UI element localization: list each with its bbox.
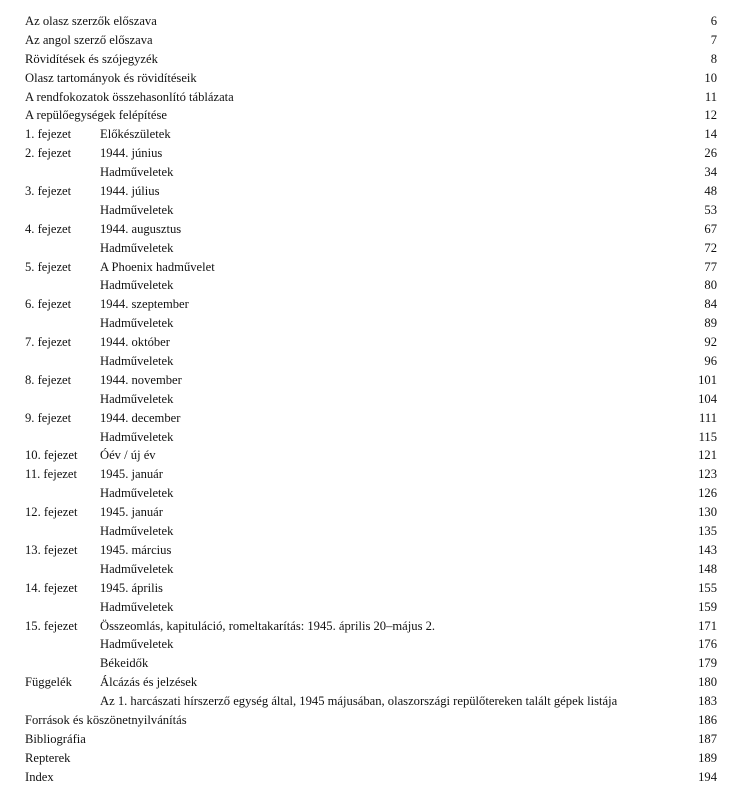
toc-page-number: 126 bbox=[698, 486, 717, 501]
toc-page-number: 171 bbox=[698, 618, 717, 633]
toc-chapter-label: 2. fejezet bbox=[25, 146, 72, 161]
toc-page-number: 180 bbox=[698, 675, 717, 690]
toc-entry bbox=[25, 522, 717, 541]
toc-page-number: 186 bbox=[698, 712, 717, 727]
toc-entry bbox=[25, 182, 717, 201]
toc-page-number: 84 bbox=[704, 297, 717, 312]
toc-entry bbox=[25, 541, 717, 560]
toc-page-number: 34 bbox=[704, 165, 717, 180]
toc-chapter-label: 6. fejezet bbox=[25, 297, 72, 312]
toc-chapter-label: 10. fejezet bbox=[25, 448, 78, 463]
toc-entry bbox=[25, 598, 717, 617]
toc-entry-title: Békeidők bbox=[100, 656, 149, 671]
toc-entry-title: Index bbox=[25, 769, 54, 784]
toc-entry bbox=[25, 390, 717, 409]
toc-page-number: 10 bbox=[704, 70, 717, 85]
toc-entry-title: 1945. március bbox=[100, 542, 172, 557]
toc-chapter-label: Függelék bbox=[25, 675, 72, 690]
toc-entry bbox=[25, 201, 717, 220]
toc-page-number: 148 bbox=[698, 561, 717, 576]
toc-entry bbox=[25, 69, 717, 88]
toc-entry-title: A repülőegységek felépítése bbox=[25, 108, 167, 123]
toc-entry-title: Olasz tartományok és rövidítéseik bbox=[25, 70, 197, 85]
toc-page-number: 6 bbox=[710, 14, 717, 28]
toc-entry-title: Hadműveletek bbox=[100, 524, 174, 539]
toc-page-number: 77 bbox=[704, 259, 717, 274]
toc-entry-title: Hadműveletek bbox=[100, 429, 174, 444]
toc-page-number: 189 bbox=[698, 750, 717, 765]
toc-page-number: 72 bbox=[704, 240, 717, 255]
toc-entry bbox=[25, 768, 717, 787]
toc-page-number: 176 bbox=[698, 637, 717, 652]
toc-entry bbox=[25, 465, 717, 484]
toc-chapter-label: 13. fejezet bbox=[25, 542, 78, 557]
toc-entry-title: Hadműveletek bbox=[100, 278, 174, 293]
toc-entry bbox=[25, 88, 717, 107]
toc-entry-title: Hadműveletek bbox=[100, 240, 174, 255]
toc-page-number: 14 bbox=[704, 127, 717, 142]
toc-entry bbox=[25, 446, 717, 465]
toc-page-number: 183 bbox=[698, 694, 717, 709]
toc-entry-title: 1944. augusztus bbox=[100, 221, 182, 236]
toc-page-number: 96 bbox=[704, 354, 717, 369]
toc-entry bbox=[25, 106, 717, 125]
toc-entry bbox=[25, 617, 717, 636]
toc-page-number: 48 bbox=[704, 184, 717, 199]
toc-page-number: 135 bbox=[698, 524, 717, 539]
toc-entry bbox=[25, 333, 717, 352]
toc-page-number: 11 bbox=[704, 89, 717, 104]
toc-page-number: 92 bbox=[704, 335, 717, 350]
toc-chapter-label: 14. fejezet bbox=[25, 580, 78, 595]
toc-entry-title: Összeomlás, kapituláció, romeltakarítás: 1945. április 20–május 2. bbox=[100, 618, 436, 633]
toc-page-number: 89 bbox=[704, 316, 717, 331]
toc-page-number: 121 bbox=[698, 448, 717, 463]
toc-entry-title: Hadműveletek bbox=[100, 354, 174, 369]
toc-chapter-label: 3. fejezet bbox=[25, 184, 72, 199]
toc-chapter-label: 1. fejezet bbox=[25, 127, 72, 142]
toc-page-number: 7 bbox=[710, 32, 717, 47]
toc-page-number: 104 bbox=[698, 391, 717, 406]
toc-entry bbox=[25, 711, 717, 730]
toc-entry-title: Az 1. harcászati hírszerző egység által, 1945 májusában, olaszországi repülőtereken talált gépek listája bbox=[100, 694, 618, 709]
toc-entry-title: Hadműveletek bbox=[100, 202, 174, 217]
toc-chapter-label: 9. fejezet bbox=[25, 410, 72, 425]
toc-page-number: 115 bbox=[698, 429, 717, 444]
toc-page-number: 53 bbox=[704, 202, 717, 217]
toc-entry bbox=[25, 749, 717, 768]
toc-entry bbox=[25, 484, 717, 503]
toc-entry-title: Hadműveletek bbox=[100, 165, 174, 180]
toc-entry-title: 1944. szeptember bbox=[100, 297, 189, 312]
toc-entry bbox=[25, 579, 717, 598]
toc-entry-title: 1945. január bbox=[100, 467, 163, 482]
toc-page-number: 123 bbox=[698, 467, 717, 482]
toc-entry-title: A Phoenix hadművelet bbox=[100, 259, 215, 274]
toc-entry bbox=[25, 239, 717, 258]
toc-entry-title: Az angol szerző előszava bbox=[25, 32, 153, 47]
toc-chapter-label: 7. fejezet bbox=[25, 335, 72, 350]
toc-page-number: 130 bbox=[698, 505, 717, 520]
toc-page-number: 101 bbox=[698, 372, 717, 387]
toc-chapter-label: 12. fejezet bbox=[25, 505, 78, 520]
toc-page-number: 159 bbox=[698, 599, 717, 614]
toc-entry bbox=[25, 258, 717, 277]
toc-entry bbox=[25, 314, 717, 333]
toc-entry bbox=[25, 503, 717, 522]
toc-entry-title: Hadműveletek bbox=[100, 391, 174, 406]
toc-page-number: 8 bbox=[710, 51, 717, 66]
toc-entry-title: Hadműveletek bbox=[100, 637, 174, 652]
toc-entry-title: 1945. január bbox=[100, 505, 163, 520]
toc-page-number: 155 bbox=[698, 580, 717, 595]
toc-entry-title: Előkészületek bbox=[100, 127, 171, 142]
toc-entry-title: Rövidítések és szójegyzék bbox=[25, 51, 158, 66]
toc-entry bbox=[25, 31, 717, 50]
toc-chapter-label: 15. fejezet bbox=[25, 618, 78, 633]
toc-entry-title: Hadműveletek bbox=[100, 486, 174, 501]
toc-entry bbox=[25, 428, 717, 447]
toc-entry-title: Repterek bbox=[25, 750, 71, 765]
toc-entry bbox=[25, 144, 717, 163]
toc-entry bbox=[25, 635, 717, 654]
toc-entry bbox=[25, 692, 717, 711]
toc-page-number: 194 bbox=[698, 769, 717, 784]
table-of-contents bbox=[25, 12, 717, 787]
toc-entry-title: Óév / új év bbox=[100, 448, 156, 463]
toc-entry-title: Hadműveletek bbox=[100, 316, 174, 331]
toc-page-number: 67 bbox=[704, 221, 717, 236]
toc-entry-title: 1944. november bbox=[100, 372, 182, 387]
toc-entry bbox=[25, 371, 717, 390]
toc-chapter-label: 11. fejezet bbox=[25, 467, 77, 482]
toc-page-number: 179 bbox=[698, 656, 717, 671]
toc-entry bbox=[25, 163, 717, 182]
toc-entry bbox=[25, 409, 717, 428]
toc-page-number: 143 bbox=[698, 542, 717, 557]
toc-chapter-label: 5. fejezet bbox=[25, 259, 72, 274]
toc-entry bbox=[25, 50, 717, 69]
toc-entry bbox=[25, 125, 717, 144]
toc-entry bbox=[25, 560, 717, 579]
toc-entry bbox=[25, 673, 717, 692]
toc-entry-title: 1944. október bbox=[100, 335, 170, 350]
toc-entry-title: Bibliográfia bbox=[25, 731, 86, 746]
toc-entry bbox=[25, 220, 717, 239]
toc-entry bbox=[25, 654, 717, 673]
toc-entry-title: Álcázás és jelzések bbox=[100, 675, 198, 690]
toc-entry bbox=[25, 12, 717, 31]
toc-entry-title: 1944. július bbox=[100, 184, 160, 199]
toc-entry-title: 1945. április bbox=[100, 580, 163, 595]
toc-entry-title: Hadműveletek bbox=[100, 561, 174, 576]
toc-entry-title: 1944. június bbox=[100, 146, 163, 161]
toc-entry bbox=[25, 352, 717, 371]
toc-entry-title: A rendfokozatok összehasonlító táblázata bbox=[25, 89, 234, 104]
toc-entry bbox=[25, 276, 717, 295]
toc-page-number: 80 bbox=[704, 278, 717, 293]
toc-page-number: 12 bbox=[704, 108, 717, 123]
toc-page-number: 26 bbox=[704, 146, 717, 161]
toc-page-number: 111 bbox=[699, 410, 717, 425]
toc-chapter-label: 4. fejezet bbox=[25, 221, 72, 236]
toc-entry-title: Források és köszönetnyilvánítás bbox=[25, 712, 187, 727]
toc-entry-title: Az olasz szerzők előszava bbox=[25, 14, 157, 28]
toc-entry bbox=[25, 730, 717, 749]
toc-entry bbox=[25, 295, 717, 314]
toc-chapter-label: 8. fejezet bbox=[25, 372, 72, 387]
toc-entry-title: 1944. december bbox=[100, 410, 181, 425]
toc-entry-title: Hadműveletek bbox=[100, 599, 174, 614]
toc-page-number: 187 bbox=[698, 731, 717, 746]
